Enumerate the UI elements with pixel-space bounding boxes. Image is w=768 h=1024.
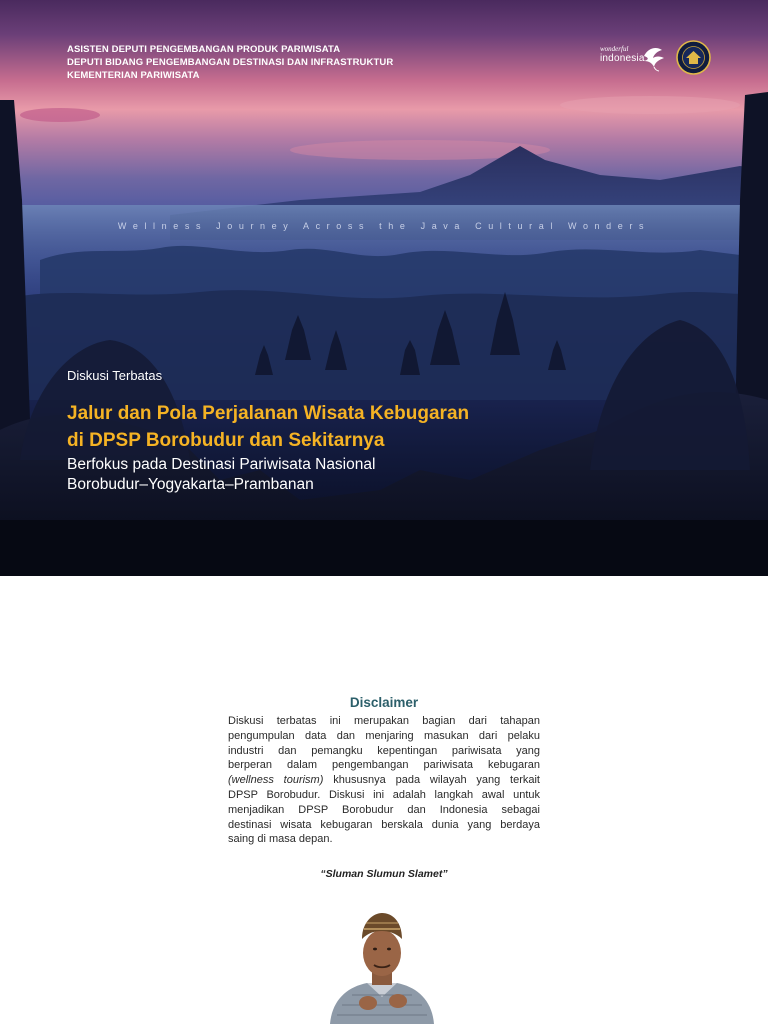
org-line: ASISTEN DEPUTI PENGEMBANGAN PRODUK PARIWISATA [67,44,341,55]
subtitle-line: Berfokus pada Destinasi Pariwisata Nasional [67,456,376,473]
disclaimer-line: industri dan pemangku kepentingan pariwisata yang [228,744,540,757]
quote: “Sluman Slumun Slamet” [320,868,448,880]
main-title-line: di DPSP Borobudur dan Sekitarnya [67,430,385,451]
disclaimer-line: berperan dalam pengembangan pariwisata kebugaran [228,759,540,772]
ministry-emblem-icon [676,40,711,75]
subtitle-line: Borobudur–Yogyakarta–Prambanan [67,476,314,493]
event-type-label: Diskusi Terbatas [67,368,163,383]
main-title-line: Jalur dan Pola Perjalanan Wisata Kebugaran [67,403,470,424]
tagline: Wellness Journey Across the Java Cultural Wonders [117,221,651,231]
logo-text-line: indonesia [600,53,645,64]
garuda-swirl-icon [640,42,668,72]
disclaimer-line: menjadikan DPSP Borobudur dan Indonesia sebagai [228,803,540,816]
wonderful-indonesia-logo [600,42,666,76]
disclaimer-line: Diskusi terbatas ini merupakan bagian dari tahapan [228,715,540,727]
organization-lines [67,43,393,82]
disclaimer-line: DPSP Borobudur. Diskusi ini adalah langkah awal untuk [228,788,540,801]
disclaimer-line-rest: khususnya pada wilayah yang terkait [333,774,540,787]
org-line: DEPUTI BIDANG PENGEMBANGAN DESTINASI DAN INFRASTRUKTUR [67,57,394,68]
disclaimer-line: destinasi wisata kebugaran berskala dunia yang berdaya [228,818,540,831]
italic-phrase: (wellness tourism) [228,774,324,787]
org-line: KEMENTERIAN PARIWISATA [67,70,200,81]
disclaimer-line: saing di masa depan. [228,833,333,846]
logo-text-line: wonderful [600,45,629,53]
disclaimer-line: pengumpulan data dan menjaring masukan dari pelaku [228,729,540,742]
disclaimer-body [228,714,540,847]
disclaimer-line-with-italic [228,773,540,788]
disclaimer-title: Disclaimer [349,695,419,710]
speaker-photo [322,905,442,1024]
